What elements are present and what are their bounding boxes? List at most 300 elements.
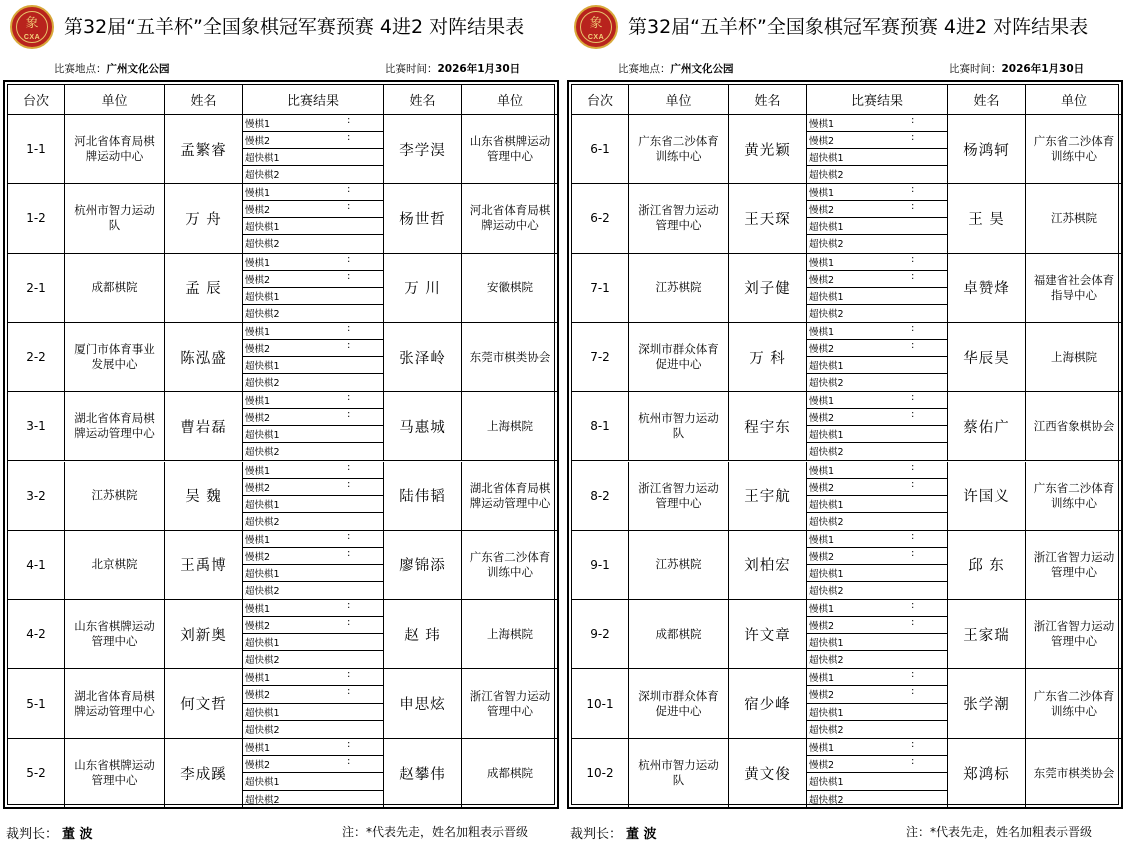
score-separator: : (347, 600, 351, 612)
player-b-name: 王家瑞 (948, 600, 1026, 668)
game-result-slot (807, 773, 947, 790)
game-type-label: 慢棋2 (245, 482, 271, 494)
unit-a: 厦门市体育事业发展中心 (65, 323, 165, 391)
board-number: 7-2 (572, 323, 629, 391)
score-separator: : (347, 756, 351, 767)
game-result-slot (243, 426, 383, 443)
game-result-slot (243, 357, 383, 374)
game-type-label: 慢棋2 (809, 136, 835, 148)
game-result-slot (243, 686, 383, 703)
player-b-name: 赵 玮 (384, 600, 462, 668)
player-b-name: 马惠城 (384, 392, 462, 460)
game-type-label: 超快棋2 (809, 794, 844, 806)
result-cell (243, 669, 384, 737)
game-type-label: 超快棋1 (809, 707, 844, 719)
game-result-slot (807, 531, 947, 548)
game-result-slot (807, 565, 947, 582)
player-a-name: 曹岩磊 (165, 392, 243, 460)
table-row (572, 531, 1122, 600)
game-result-slot (807, 496, 947, 513)
unit-b: 成都棋院 (487, 765, 533, 780)
unit-a: 湖北省体育局棋牌运动管理中心 (65, 669, 165, 737)
table-row (572, 669, 1122, 738)
board-number: 3-2 (8, 462, 65, 530)
game-type-label: 慢棋2 (809, 205, 835, 217)
game-type-label: 超快棋1 (245, 361, 280, 373)
player-b-name: 陆伟韬 (384, 462, 462, 530)
game-result-slot (807, 791, 947, 808)
game-type-label: 慢棋1 (245, 534, 271, 546)
score-separator: : (347, 547, 351, 559)
table-row (8, 254, 558, 323)
game-result-slot (807, 201, 947, 218)
game-type-label: 超快棋2 (245, 378, 280, 390)
board-number: 1-1 (8, 115, 65, 183)
game-type-label: 慢棋2 (245, 551, 271, 563)
unit-a: 山东省棋牌运动管理中心 (65, 739, 165, 808)
board-number: 10-1 (572, 669, 629, 737)
score-separator: : (911, 547, 915, 559)
player-b-name: 万 川 (384, 254, 462, 322)
game-result-slot (807, 254, 947, 271)
score-separator: : (911, 461, 915, 473)
game-type-label: 慢棋1 (809, 257, 835, 269)
game-result-slot (807, 686, 947, 703)
player-a-name: 刘柏宏 (729, 531, 807, 599)
game-result-slot (807, 582, 947, 599)
game-type-label: 超快棋1 (809, 222, 844, 234)
unit-a: 江苏棋院 (65, 462, 165, 530)
score-separator: : (347, 132, 351, 144)
result-cell (243, 531, 384, 599)
score-separator: : (347, 686, 351, 698)
board-number: 8-2 (572, 462, 629, 530)
game-result-slot (807, 739, 947, 756)
game-result-slot (243, 132, 383, 149)
table-row (572, 254, 1122, 323)
score-separator: : (911, 132, 915, 144)
player-a-name: 许文章 (729, 600, 807, 668)
score-separator: : (911, 686, 915, 698)
game-type-label: 超快棋1 (245, 499, 280, 511)
unit-a: 山东省棋牌运动管理中心 (65, 600, 165, 668)
player-b-name: 邱 东 (948, 531, 1026, 599)
game-type-label: 超快棋1 (245, 153, 280, 165)
game-type-label: 超快棋1 (809, 291, 844, 303)
board-number: 4-1 (8, 531, 65, 599)
game-result-slot (807, 218, 947, 235)
unit-a: 江苏棋院 (629, 254, 729, 322)
score-separator: : (911, 392, 915, 404)
game-type-label: 慢棋1 (245, 188, 271, 200)
result-cell (243, 323, 384, 391)
cxa-logo-icon: 象 CXA (10, 5, 54, 49)
board-number: 3-1 (8, 392, 65, 460)
board-number: 2-1 (8, 254, 65, 322)
table-header (8, 85, 558, 115)
unit-a: 北京棋院 (65, 531, 165, 599)
result-cell (807, 115, 948, 183)
game-result-slot (807, 443, 947, 460)
score-separator: : (347, 409, 351, 421)
table-row (8, 184, 558, 253)
game-result-slot (807, 721, 947, 738)
game-result-slot (243, 392, 383, 409)
game-result-slot (807, 634, 947, 651)
game-type-label: 超快棋2 (809, 655, 844, 667)
unit-b: 浙江省智力运动管理中心 (1033, 619, 1115, 649)
game-type-label: 慢棋2 (809, 760, 835, 771)
game-type-label: 超快棋2 (245, 170, 280, 182)
game-type-label: 超快棋2 (809, 516, 844, 528)
header-board: 台次 (8, 85, 65, 114)
game-type-label: 超快棋2 (809, 308, 844, 320)
game-result-slot (243, 271, 383, 288)
game-result-slot (807, 340, 947, 357)
game-type-label: 超快棋1 (809, 153, 844, 165)
header-unit-b: 单位 (1060, 94, 1087, 109)
chief-arbiter: 裁判长： 董 波 (6, 827, 93, 842)
footnote: 注：*代表先走，姓名加粗表示晋级 (906, 825, 1093, 839)
player-a-name: 黄文俊 (729, 739, 807, 808)
result-cell (243, 115, 384, 183)
score-separator: : (347, 184, 351, 196)
table-row (572, 323, 1122, 392)
player-a-name: 程宇东 (729, 392, 807, 460)
game-result-slot (807, 288, 947, 305)
unit-b: 上海棋院 (1051, 349, 1097, 364)
game-type-label: 慢棋2 (809, 343, 835, 355)
game-result-slot (243, 773, 383, 790)
sheet-title: 第32届“五羊杯”全国象棋冠军赛预赛 4进2 对阵结果表 (64, 16, 525, 38)
game-result-slot (243, 409, 383, 426)
unit-b: 上海棋院 (487, 626, 533, 641)
game-result-slot (243, 582, 383, 599)
score-separator: : (347, 201, 351, 213)
result-cell (807, 462, 948, 530)
game-type-label: 慢棋1 (245, 465, 271, 477)
game-result-slot (807, 132, 947, 149)
game-type-label: 超快棋1 (245, 568, 280, 580)
score-separator: : (347, 461, 351, 473)
game-result-slot (243, 374, 383, 391)
result-cell (807, 669, 948, 737)
game-type-label: 慢棋1 (245, 742, 271, 754)
board-number: 7-1 (572, 254, 629, 322)
table-row (8, 115, 558, 184)
game-result-slot (243, 531, 383, 548)
game-type-label: 超快棋2 (809, 724, 844, 736)
player-b-name: 张泽岭 (384, 323, 462, 391)
header-board: 台次 (572, 85, 629, 114)
table-row (572, 739, 1122, 808)
unit-b: 福建省社会体育指导中心 (1033, 272, 1115, 302)
game-result-slot (243, 565, 383, 582)
game-type-label: 慢棋1 (809, 673, 835, 685)
game-result-slot (807, 357, 947, 374)
date-info: 比赛时间：2026年1月30日 (385, 63, 521, 75)
result-cell (243, 392, 384, 460)
unit-a: 杭州市智力运动队 (65, 184, 165, 252)
score-separator: : (347, 392, 351, 404)
score-separator: : (911, 253, 915, 265)
player-b-name: 李学淏 (384, 115, 462, 183)
board-number: 5-1 (8, 669, 65, 737)
game-result-slot (807, 409, 947, 426)
sheet-header (564, 0, 1124, 52)
header-result: 比赛结果 (807, 85, 948, 114)
game-result-slot (807, 305, 947, 322)
pairing-table (567, 80, 1123, 809)
header-name-b: 姓名 (948, 85, 1026, 114)
game-type-label: 慢棋2 (809, 274, 835, 286)
player-b-name: 华辰昊 (948, 323, 1026, 391)
game-type-label: 慢棋2 (245, 690, 271, 702)
game-type-label: 超快棋2 (245, 585, 280, 597)
unit-a: 杭州市智力运动队 (629, 392, 729, 460)
game-result-slot (243, 479, 383, 496)
game-result-slot (243, 600, 383, 617)
game-type-label: 超快棋1 (809, 430, 844, 442)
score-separator: : (911, 184, 915, 196)
unit-a: 广东省二沙体育训练中心 (629, 115, 729, 183)
result-cell (243, 739, 384, 808)
result-cell (807, 600, 948, 668)
result-cell (243, 184, 384, 252)
game-type-label: 超快棋1 (245, 222, 280, 234)
player-a-name: 何文哲 (165, 669, 243, 737)
unit-a: 浙江省智力运动管理中心 (629, 184, 729, 252)
unit-a: 杭州市智力运动队 (629, 739, 729, 808)
game-type-label: 慢棋2 (245, 274, 271, 286)
result-cell (807, 392, 948, 460)
header-unit-a: 单位 (65, 85, 165, 114)
unit-b: 河北省体育局棋牌运动中心 (469, 203, 551, 233)
game-result-slot (243, 739, 383, 756)
game-type-label: 超快棋2 (809, 170, 844, 182)
game-type-label: 慢棋1 (809, 604, 835, 616)
game-result-slot (243, 254, 383, 271)
game-result-slot (243, 340, 383, 357)
sheet-title: 第32届“五羊杯”全国象棋冠军赛预赛 4进2 对阵结果表 (628, 16, 1089, 38)
game-result-slot (243, 462, 383, 479)
score-separator: : (911, 669, 915, 681)
player-a-name: 万 舟 (165, 184, 243, 252)
venue-info: 比赛地点：广州文化公园 (54, 63, 170, 75)
player-b-name: 卓赞烽 (948, 254, 1026, 322)
unit-b: 上海棋院 (487, 418, 533, 433)
player-a-name: 宿少峰 (729, 669, 807, 737)
game-result-slot (807, 600, 947, 617)
game-type-label: 慢棋1 (245, 673, 271, 685)
score-separator: : (347, 617, 351, 629)
sheet-header (0, 0, 560, 52)
game-result-slot (243, 651, 383, 668)
game-result-slot (243, 669, 383, 686)
game-type-label: 超快棋2 (245, 794, 280, 806)
score-separator: : (347, 530, 351, 542)
game-result-slot (243, 235, 383, 252)
player-b-name: 廖锦添 (384, 531, 462, 599)
board-number: 4-2 (8, 600, 65, 668)
score-separator: : (347, 270, 351, 282)
unit-a: 浙江省智力运动管理中心 (629, 462, 729, 530)
result-cell (807, 739, 948, 808)
score-separator: : (911, 617, 915, 629)
result-cell (807, 531, 948, 599)
player-a-name: 王禹博 (165, 531, 243, 599)
score-separator: : (347, 478, 351, 490)
score-separator: : (911, 530, 915, 542)
player-a-name: 李成蹊 (165, 739, 243, 808)
score-separator: : (911, 756, 915, 767)
unit-b: 山东省棋牌运动管理中心 (469, 134, 551, 164)
player-a-name: 万 科 (729, 323, 807, 391)
score-separator: : (911, 322, 915, 334)
game-type-label: 慢棋2 (245, 760, 271, 771)
unit-b: 广东省二沙体育训练中心 (469, 549, 551, 579)
game-result-slot (243, 791, 383, 808)
game-type-label: 慢棋1 (809, 188, 835, 200)
board-number: 9-1 (572, 531, 629, 599)
unit-a: 成都棋院 (65, 254, 165, 322)
table-row (8, 600, 558, 669)
game-result-slot (807, 669, 947, 686)
game-result-slot (243, 166, 383, 183)
game-type-label: 慢棋2 (809, 690, 835, 702)
unit-b: 江西省象棋协会 (1033, 418, 1115, 433)
unit-b: 江苏棋院 (1051, 210, 1097, 225)
score-separator: : (911, 201, 915, 213)
table-row (8, 739, 558, 808)
player-b-name: 申思炫 (384, 669, 462, 737)
game-result-slot (243, 201, 383, 218)
game-result-slot (807, 462, 947, 479)
game-result-slot (243, 548, 383, 565)
score-separator: : (347, 253, 351, 265)
result-cell (243, 254, 384, 322)
player-b-name: 赵攀伟 (384, 739, 462, 808)
score-separator: : (347, 669, 351, 681)
table-row (8, 462, 558, 531)
game-result-slot (243, 756, 383, 773)
game-type-label: 慢棋2 (245, 343, 271, 355)
game-type-label: 超快棋2 (809, 585, 844, 597)
game-result-slot (807, 479, 947, 496)
unit-b: 广东省二沙体育训练中心 (1033, 480, 1115, 510)
table-row (572, 115, 1122, 184)
game-type-label: 慢棋1 (809, 742, 835, 754)
game-result-slot (807, 374, 947, 391)
score-separator: : (911, 115, 915, 126)
game-result-slot (807, 513, 947, 530)
unit-b: 广东省二沙体育训练中心 (1033, 688, 1115, 718)
table-row (572, 462, 1122, 531)
player-b-name: 蔡佑广 (948, 392, 1026, 460)
table-row (572, 392, 1122, 461)
cxa-logo-icon: 象 CXA (574, 5, 618, 49)
game-result-slot (807, 166, 947, 183)
table-row (8, 323, 558, 392)
game-result-slot (807, 271, 947, 288)
game-type-label: 超快棋1 (809, 568, 844, 580)
game-result-slot (807, 704, 947, 721)
header-name-a: 姓名 (729, 85, 807, 114)
game-result-slot (807, 756, 947, 773)
player-a-name: 刘新奥 (165, 600, 243, 668)
table-row (8, 392, 558, 461)
game-type-label: 超快棋2 (245, 724, 280, 736)
game-type-label: 慢棋1 (245, 396, 271, 408)
game-type-label: 慢棋1 (809, 465, 835, 477)
player-b-name: 许国义 (948, 462, 1026, 530)
table-row (8, 669, 558, 738)
game-result-slot (243, 617, 383, 634)
table-row (572, 600, 1122, 669)
score-separator: : (911, 478, 915, 490)
game-result-slot (807, 426, 947, 443)
board-number: 8-1 (572, 392, 629, 460)
pairing-table (3, 80, 559, 809)
board-number: 5-2 (8, 739, 65, 808)
unit-b: 东莞市棋类协会 (469, 349, 551, 364)
unit-b: 广东省二沙体育训练中心 (1033, 134, 1115, 164)
game-result-slot (243, 149, 383, 166)
unit-a: 深圳市群众体育促进中心 (629, 323, 729, 391)
player-a-name: 吴 魏 (165, 462, 243, 530)
game-result-slot (243, 704, 383, 721)
unit-b: 浙江省智力运动管理中心 (469, 688, 551, 718)
table-row (572, 184, 1122, 253)
result-cell (807, 184, 948, 252)
game-type-label: 慢棋2 (809, 551, 835, 563)
game-type-label: 超快棋1 (245, 430, 280, 442)
game-type-label: 超快棋1 (809, 638, 844, 650)
player-a-name: 王宇航 (729, 462, 807, 530)
game-type-label: 超快棋1 (245, 707, 280, 719)
header-unit-b: 单位 (496, 94, 523, 109)
unit-b: 东莞市棋类协会 (1033, 765, 1115, 780)
player-b-name: 张学潮 (948, 669, 1026, 737)
game-type-label: 超快棋1 (809, 777, 844, 789)
game-result-slot (243, 721, 383, 738)
player-a-name: 刘子健 (729, 254, 807, 322)
player-a-name: 孟繁睿 (165, 115, 243, 183)
game-type-label: 超快棋2 (809, 378, 844, 390)
venue-info: 比赛地点：广州文化公园 (618, 63, 734, 75)
score-separator: : (911, 738, 915, 750)
header-result: 比赛结果 (243, 85, 384, 114)
player-b-name: 王 昊 (948, 184, 1026, 252)
board-number: 6-1 (572, 115, 629, 183)
game-result-slot (243, 323, 383, 340)
score-separator: : (347, 115, 351, 126)
player-b-name: 杨鸿轲 (948, 115, 1026, 183)
score-separator: : (911, 270, 915, 282)
game-type-label: 超快棋1 (245, 291, 280, 303)
unit-b: 湖北省体育局棋牌运动管理中心 (469, 480, 551, 510)
game-type-label: 超快棋2 (245, 239, 280, 251)
game-type-label: 超快棋1 (809, 499, 844, 511)
unit-a: 河北省体育局棋牌运动中心 (65, 115, 165, 183)
game-type-label: 慢棋2 (245, 621, 271, 633)
unit-a: 江苏棋院 (629, 531, 729, 599)
game-type-label: 超快棋1 (245, 638, 280, 650)
score-separator: : (347, 322, 351, 334)
game-type-label: 慢棋2 (809, 413, 835, 425)
game-type-label: 超快棋2 (245, 516, 280, 528)
game-type-label: 超快棋2 (245, 308, 280, 320)
